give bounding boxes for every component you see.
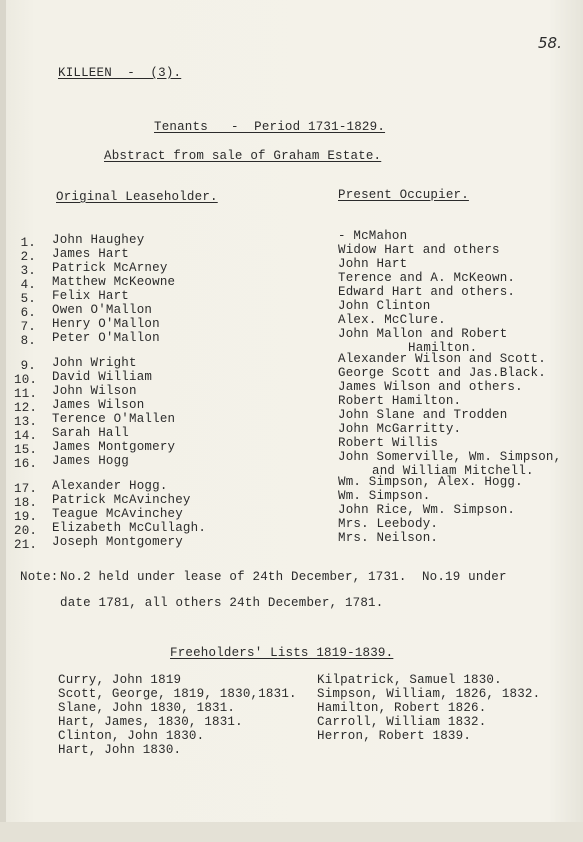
tenant-number: 6. [20, 306, 36, 320]
title: Tenants - Period 1731-1829. [154, 120, 386, 134]
original-leaseholder: John Haughey [52, 233, 145, 247]
tenant-number: 19. [14, 510, 38, 524]
present-occupier: James Wilson and others. [338, 380, 523, 394]
col-right-header: Present Occupier. [338, 188, 469, 202]
note-line-2: date 1781, all others 24th December, 1781. [60, 596, 384, 610]
tenant-number: 15. [14, 443, 38, 457]
present-occupier: John Hart [338, 257, 408, 271]
present-occupier: John Somerville, Wm. Simpson, [338, 450, 562, 464]
page-number: 58. [538, 34, 562, 52]
present-occupier: Hamilton. [408, 341, 478, 355]
freeholder-left: Scott, George, 1819, 1830,1831. [58, 687, 297, 701]
tenant-number: 17. [14, 482, 38, 496]
tenant-number: 8. [20, 334, 36, 348]
present-occupier: Robert Willis [338, 436, 439, 450]
present-occupier: John Clinton [338, 299, 431, 313]
present-occupier: George Scott and Jas.Black. [338, 366, 546, 380]
original-leaseholder: Joseph Montgomery [52, 535, 183, 549]
original-leaseholder: John Wright [52, 356, 137, 370]
freeholder-right: Hamilton, Robert 1826. [317, 701, 487, 715]
freeholder-left: Clinton, John 1830. [58, 729, 205, 743]
freeholder-left: Hart, James, 1830, 1831. [58, 715, 243, 729]
tenant-number: 9. [20, 359, 36, 373]
original-leaseholder: David William [52, 370, 153, 384]
present-occupier: Widow Hart and others [338, 243, 500, 257]
original-leaseholder: James Hogg [52, 454, 130, 468]
original-leaseholder: Sarah Hall [52, 426, 130, 440]
original-leaseholder: James Hart [52, 247, 130, 261]
freeholder-right: Simpson, William, 1826, 1832. [317, 687, 541, 701]
original-leaseholder: John Wilson [52, 384, 137, 398]
present-occupier: Robert Hamilton. [338, 394, 462, 408]
tenant-number: 7. [20, 320, 36, 334]
original-leaseholder: Owen O'Mallon [52, 303, 153, 317]
original-leaseholder: Teague McAvinchey [52, 507, 183, 521]
tenant-number: 10. [14, 373, 38, 387]
tenant-number: 1. [20, 236, 36, 250]
heading: KILLEEN - (3). [58, 66, 182, 80]
col-left-header: Original Leaseholder. [56, 190, 218, 204]
tenant-number: 3. [20, 264, 36, 278]
present-occupier: Mrs. Leebody. [338, 517, 439, 531]
tenant-number: 4. [20, 278, 36, 292]
present-occupier: Edward Hart and others. [338, 285, 516, 299]
freeholder-right: Herron, Robert 1839. [317, 729, 472, 743]
present-occupier: John Rice, Wm. Simpson. [338, 503, 516, 517]
tenant-number: 5. [20, 292, 36, 306]
freeholder-left: Curry, John 1819 [58, 673, 182, 687]
original-leaseholder: Elizabeth McCullagh. [52, 521, 207, 535]
original-leaseholder: Henry O'Mallon [52, 317, 160, 331]
present-occupier: Alex. McClure. [338, 313, 446, 327]
original-leaseholder: Patrick McAvinchey [52, 493, 191, 507]
present-occupier: - McMahon [338, 229, 408, 243]
present-occupier: Terence and A. McKeown. [338, 271, 516, 285]
note-line-1: No.2 held under lease of 24th December, 1731. No.19 under [60, 570, 507, 584]
original-leaseholder: Terence O'Mallen [52, 412, 176, 426]
tenant-number: 21. [14, 538, 38, 552]
tenant-number: 20. [14, 524, 38, 538]
present-occupier: John Mallon and Robert [338, 327, 508, 341]
subtitle: Abstract from sale of Graham Estate. [104, 149, 382, 163]
original-leaseholder: Patrick McArney [52, 261, 168, 275]
page-edge-bottom [0, 822, 583, 842]
present-occupier: John McGarritty. [338, 422, 462, 436]
present-occupier: Wm. Simpson, Alex. Hogg. [338, 475, 523, 489]
tenant-number: 13. [14, 415, 38, 429]
freeholder-right: Carroll, William 1832. [317, 715, 487, 729]
original-leaseholder: Alexander Hogg. [52, 479, 168, 493]
present-occupier: Mrs. Neilson. [338, 531, 439, 545]
tenant-number: 14. [14, 429, 38, 443]
note-label: Note: [20, 570, 59, 584]
original-leaseholder: Felix Hart [52, 289, 130, 303]
original-leaseholder: James Wilson [52, 398, 145, 412]
tenant-number: 2. [20, 250, 36, 264]
original-leaseholder: Matthew McKeowne [52, 275, 176, 289]
tenant-number: 18. [14, 496, 38, 510]
freeholders-title: Freeholders' Lists 1819-1839. [170, 646, 394, 660]
page-edge-left [0, 0, 6, 842]
present-occupier: and William Mitchell. [372, 464, 534, 478]
freeholder-right: Kilpatrick, Samuel 1830. [317, 673, 502, 687]
tenant-number: 16. [14, 457, 38, 471]
present-occupier: John Slane and Trodden [338, 408, 508, 422]
original-leaseholder: Peter O'Mallon [52, 331, 160, 345]
original-leaseholder: James Montgomery [52, 440, 176, 454]
freeholder-left: Slane, John 1830, 1831. [58, 701, 236, 715]
present-occupier: Alexander Wilson and Scott. [338, 352, 546, 366]
tenant-number: 11. [14, 387, 38, 401]
tenant-number: 12. [14, 401, 38, 415]
present-occupier: Wm. Simpson. [338, 489, 431, 503]
freeholder-left: Hart, John 1830. [58, 743, 182, 757]
